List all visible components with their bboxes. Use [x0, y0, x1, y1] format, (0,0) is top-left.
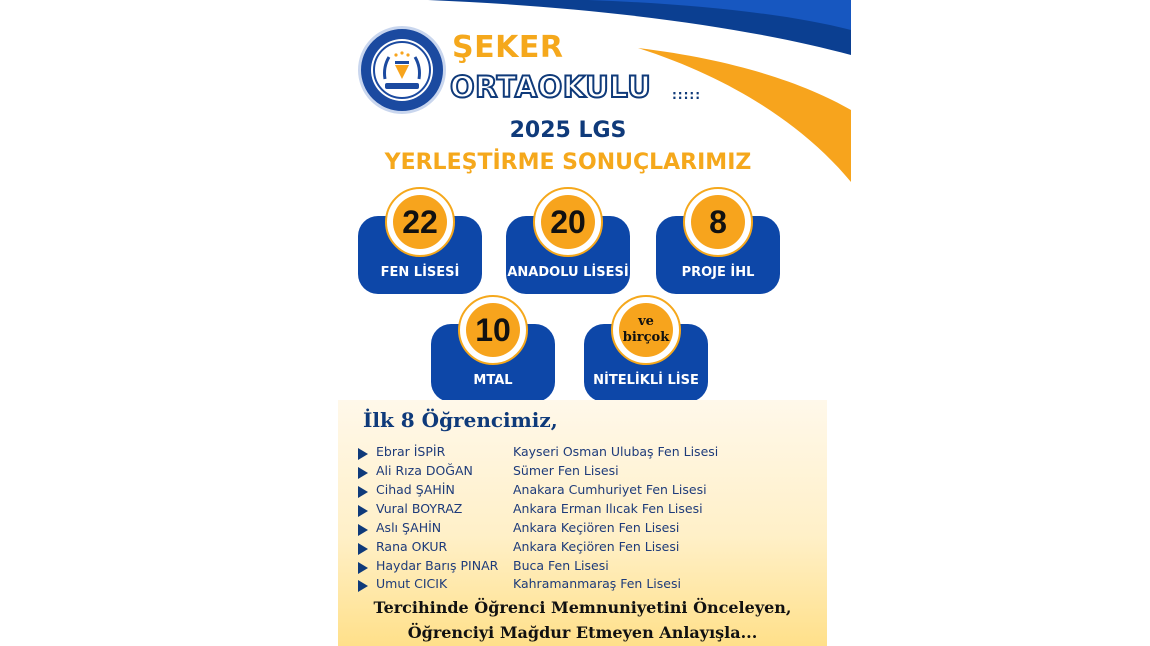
student-name: Umut CICIK	[376, 576, 448, 591]
stat-value: 22	[393, 195, 447, 249]
triangle-bullet-icon	[358, 543, 368, 555]
stat-ring-proje-ihl	[683, 187, 753, 257]
student-school: Anakara Cumhuriyet Fen Lisesi	[513, 482, 707, 497]
school-name-line2: ORTAOKULU	[450, 70, 652, 104]
stat-label: NİTELİKLİ LİSE	[593, 373, 699, 388]
student-school: Sümer Fen Lisesi	[513, 463, 619, 478]
decorative-dots: :::::	[672, 88, 701, 102]
student-school: Ankara Keçiören Fen Lisesi	[513, 539, 680, 554]
stat-ring-nitelikli	[611, 295, 681, 365]
stat-label: ANADOLU LİSESİ	[507, 265, 629, 280]
stat-ring-mtal	[458, 295, 528, 365]
stat-ring-fen	[385, 187, 455, 257]
stat-value	[619, 303, 673, 357]
triangle-bullet-icon	[358, 486, 368, 498]
stat-ring-anadolu	[533, 187, 603, 257]
students-title: İlk 8 Öğrencimiz,	[363, 408, 558, 432]
student-name: Rana OKUR	[376, 539, 448, 554]
year-title: 2025 LGS	[509, 118, 627, 143]
student-school: Ankara Keçiören Fen Lisesi	[513, 520, 680, 535]
triangle-bullet-icon	[358, 580, 368, 592]
results-subtitle: YERLEŞTİRME SONUÇLARIMIZ	[384, 150, 752, 175]
triangle-bullet-icon	[358, 505, 368, 517]
stat-value-line1: ve	[638, 314, 654, 329]
stat-value: 20	[541, 195, 595, 249]
stat-value-line2: birçok	[622, 330, 670, 345]
triangle-bullet-icon	[358, 448, 368, 460]
student-school: Buca Fen Lisesi	[513, 558, 609, 573]
stat-label: PROJE İHL	[681, 265, 755, 280]
student-school: Kayseri Osman Ulubaş Fen Lisesi	[513, 444, 719, 459]
student-name: Vural BOYRAZ	[376, 501, 463, 516]
student-school: Kahramanmaraş Fen Lisesi	[513, 576, 681, 591]
logo-emblem	[371, 39, 433, 101]
student-name: Aslı ŞAHİN	[376, 520, 442, 535]
triangle-bullet-icon	[358, 467, 368, 479]
poster	[338, 0, 851, 646]
triangle-bullet-icon	[358, 524, 368, 536]
stat-label: MTAL	[473, 373, 513, 388]
student-name: Ali Rıza DOĞAN	[376, 463, 473, 478]
stat-label: FEN LİSESİ	[380, 265, 460, 280]
footer-line2: Öğrenciyi Mağdur Etmeyen Anlayışla...	[407, 623, 758, 642]
student-name: Haydar Barış PINAR	[376, 558, 499, 573]
school-name-line1: ŞEKER	[452, 30, 564, 65]
school-logo	[358, 26, 446, 114]
stat-value: 8	[691, 195, 745, 249]
student-name: Cihad ŞAHİN	[376, 482, 455, 497]
student-name: Ebrar İSPİR	[376, 444, 446, 459]
student-school: Ankara Erman Ilıcak Fen Lisesi	[513, 501, 703, 516]
footer-line1: Tercihinde Öğrenci Memnuniyetini Önceleyen,	[373, 598, 792, 617]
triangle-bullet-icon	[358, 562, 368, 574]
stat-value: 10	[466, 303, 520, 357]
